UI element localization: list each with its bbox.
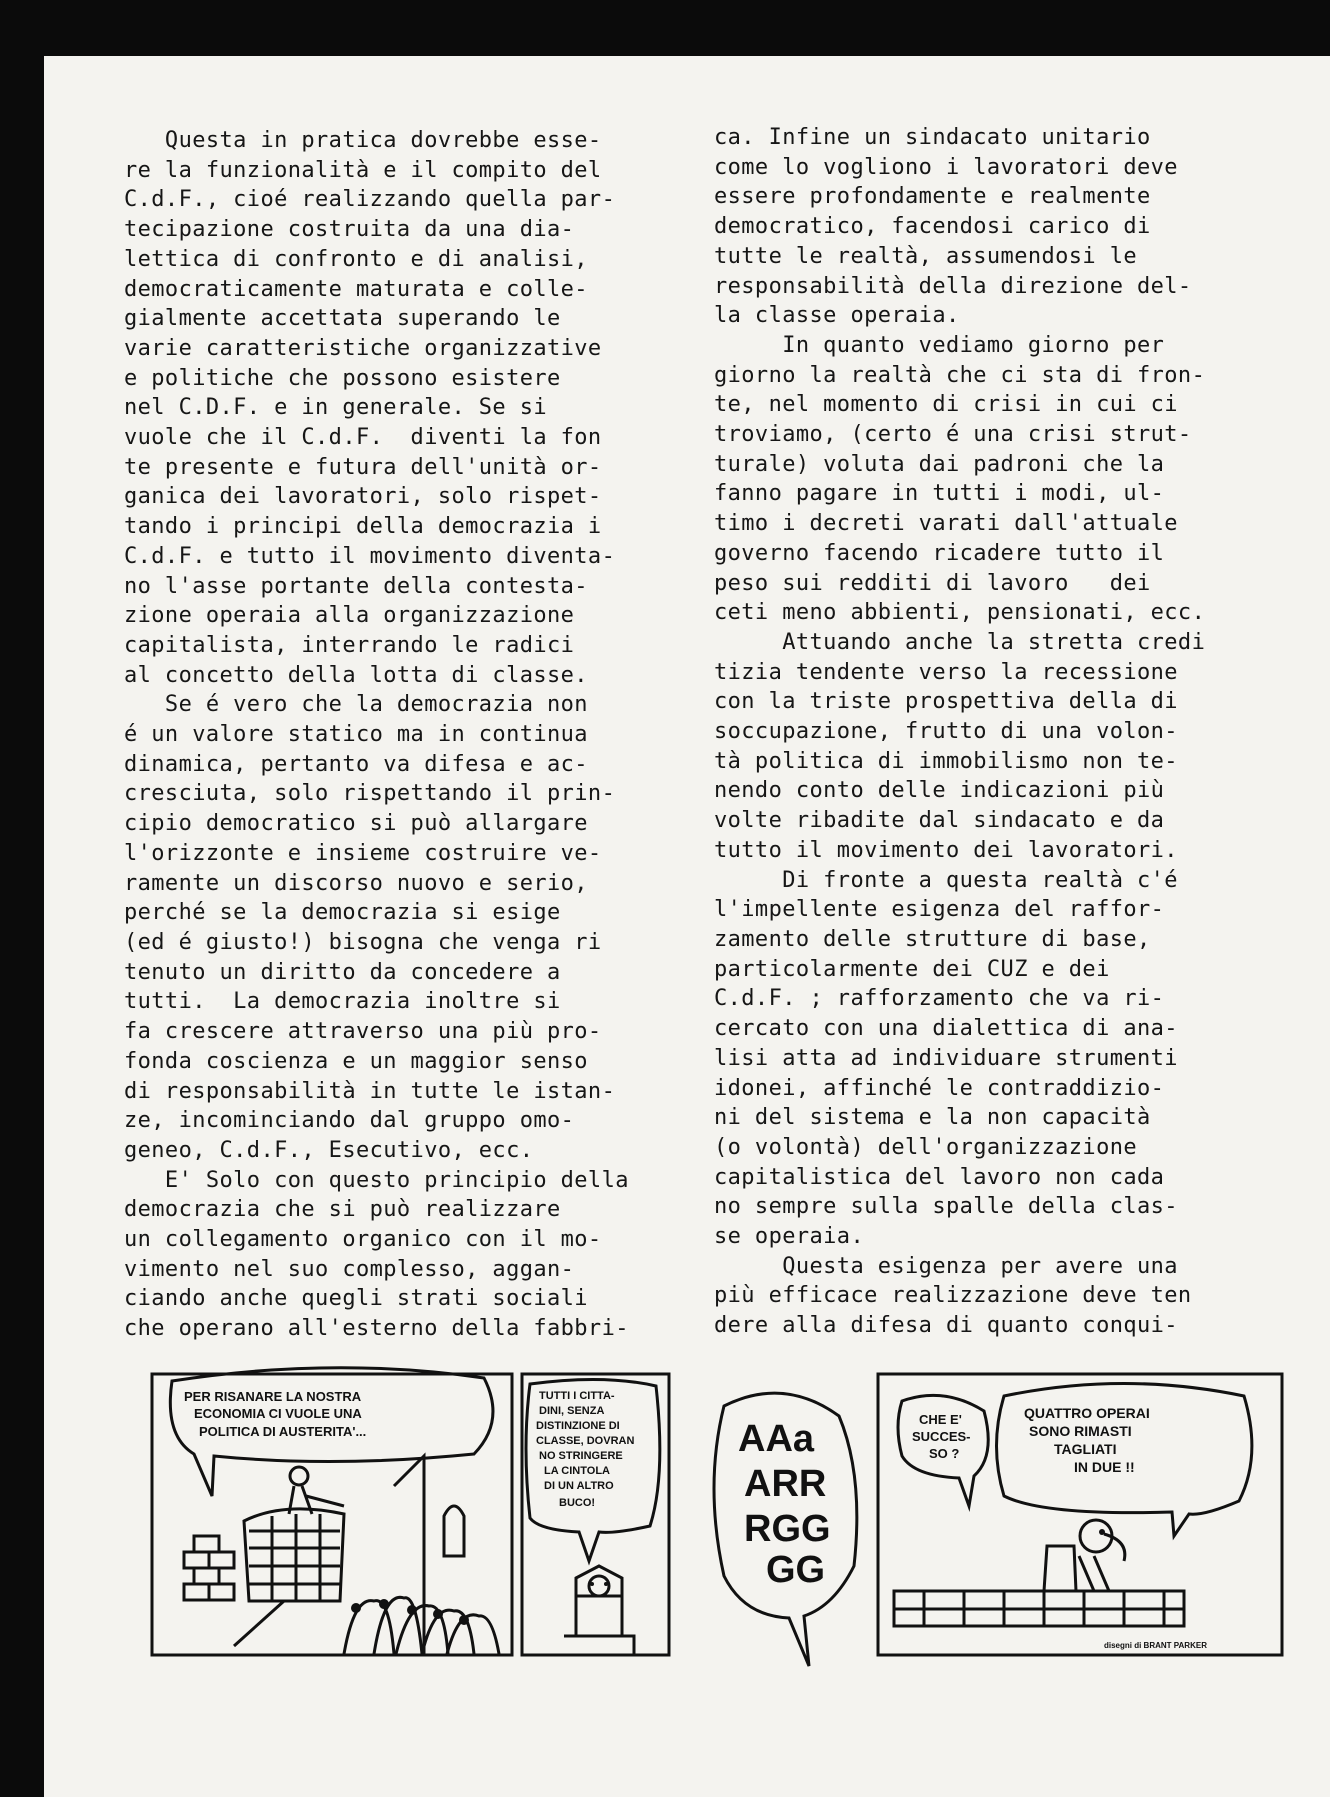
comic-p4a-line-1: CHE E' <box>919 1412 962 1427</box>
comic-strip <box>44 56 1330 1797</box>
left-column-line: vimento nel suo complesso, aggan- <box>124 1256 575 1282</box>
right-column-line: dere alla difesa di quanto conqui- <box>714 1313 1178 1339</box>
right-column-line: (o volontà) dell'organizzazione <box>714 1134 1137 1160</box>
left-column-line: democrazia che si può realizzare <box>124 1197 561 1223</box>
comic-p4b-line-1: QUATTRO OPERAI <box>1024 1405 1150 1421</box>
comic-p1-line-3: POLITICA DI AUSTERITA'... <box>199 1424 367 1439</box>
left-column-line: lettica di confronto e di analisi, <box>124 246 588 272</box>
left-column-line: varie caratteristiche organizzative <box>124 335 602 361</box>
left-column-line: ramente un discorso nuovo e serio, <box>124 870 588 896</box>
right-column-line: soccupazione, frutto di una volon- <box>714 719 1178 745</box>
comic-p2-line-6: LA CINTOLA <box>544 1465 610 1477</box>
left-column-line: tando i principi della democrazia i <box>124 514 602 540</box>
left-column-line: capitalista, interrando le radici <box>124 632 575 658</box>
comic-p2-line-4: CLASSE, DOVRAN <box>536 1435 635 1447</box>
right-column-line: nendo conto delle indicazioni più <box>714 778 1165 804</box>
left-column-line: te presente e futura dell'unità or- <box>124 454 602 480</box>
left-column-line: nel C.D.F. e in generale. Se si <box>124 395 547 421</box>
svg-text:PER RISANARE LA NOSTRA <box>184 1389 366 1439</box>
right-column-line: no sempre sulla spalle della clas- <box>714 1194 1178 1220</box>
right-column-line: zamento delle strutture di base, <box>714 926 1151 952</box>
left-column-line: geneo, C.d.F., Esecutivo, ecc. <box>124 1137 534 1163</box>
right-column-line: Questa esigenza per avere una <box>714 1253 1178 1279</box>
left-column-line: dinamica, pertanto va difesa e ac- <box>124 751 588 777</box>
left-column-line: cipio democratico si può allargare <box>124 811 588 837</box>
right-column-line: Attuando anche la stretta credi <box>714 629 1206 655</box>
right-column-line: ni del sistema e la non capacità <box>714 1105 1151 1131</box>
right-column-line: troviamo, (certo é una crisi strut- <box>714 422 1192 448</box>
right-column-line: volte ribadite dal sindacato e da <box>714 808 1165 834</box>
left-column-line: un collegamento organico con il mo- <box>124 1227 602 1253</box>
comic-p3-line-3: RGG <box>744 1508 831 1550</box>
right-column-line: In quanto vediamo giorno per <box>714 332 1165 358</box>
left-column-line: cresciuta, solo rispettando il prin- <box>124 781 616 807</box>
right-column-line: particolarmente dei CUZ e dei <box>714 956 1110 982</box>
right-column-line: essere profondamente e realmente <box>714 184 1151 210</box>
left-column-line: l'orizzonte e insieme costruire ve- <box>124 840 602 866</box>
right-column-line: cercato con una dialettica di ana- <box>714 1016 1178 1042</box>
right-column-line: idonei, affinché le contraddizio- <box>714 1075 1165 1101</box>
comic-p2-line-3: DISTINZIONE DI <box>536 1420 620 1432</box>
left-column-line: vuole che il C.d.F. diventi la fon <box>124 425 602 451</box>
right-column-line: tutte le realtà, assumendosi le <box>714 243 1137 269</box>
left-column-line: democraticamente maturata e colle- <box>124 276 588 302</box>
right-column-line: tutto il movimento dei lavoratori. <box>714 837 1178 863</box>
document-page <box>44 56 1330 1797</box>
right-column-line: tà politica di immobilismo non te- <box>714 748 1178 774</box>
left-column-line: C.d.F. e tutto il movimento diventa- <box>124 543 616 569</box>
left-column-line: perché se la democrazia si esige <box>124 900 561 926</box>
left-column-line: che operano all'esterno della fabbri- <box>124 1316 629 1342</box>
right-column-line: se operaia. <box>714 1224 865 1250</box>
left-column-line: no l'asse portante della contesta- <box>124 573 588 599</box>
right-column-line: lisi atta ad individuare strumenti <box>714 1045 1178 1071</box>
right-column-line: la classe operaia. <box>714 303 960 329</box>
left-column-line: tecipazione costruita da una dia- <box>124 217 575 243</box>
left-column-line: (ed é giusto!) bisogna che venga ri <box>124 929 602 955</box>
left-column-line: Se é vero che la democrazia non <box>124 692 588 718</box>
left-column-line: ze, incominciando dal gruppo omo- <box>124 1108 575 1134</box>
left-column-line: re la funzionalità e il compito del <box>124 157 602 183</box>
comic-p2-line-7: DI UN ALTRO <box>544 1480 614 1492</box>
right-column-line: te, nel momento di crisi in cui ci <box>714 392 1178 418</box>
comic-p2-line-5: NO STRINGERE <box>539 1450 623 1462</box>
left-column-line: C.d.F., cioé realizzando quella par- <box>124 187 616 213</box>
right-column-line: ca. Infine un sindacato unitario <box>714 125 1151 150</box>
comic-p4a-line-3: SO ? <box>929 1446 960 1461</box>
svg-text:TUTTI I CITTA- DINI, S <box>536 1390 637 1509</box>
right-column-line: con la triste prospettiva della di <box>714 689 1178 715</box>
left-column-line: fonda coscienza e un maggior senso <box>124 1048 588 1074</box>
right-column-line: giorno la realtà che ci sta di fron- <box>714 362 1206 388</box>
left-column-line: ciando anche quegli strati sociali <box>124 1286 588 1312</box>
svg-text:QUATTRO OPERAI SONO RI <box>1024 1405 1154 1475</box>
right-column-line: timo i decreti varati dall'attuale <box>714 511 1178 537</box>
right-column-line: C.d.F. ; rafforzamento che va ri- <box>714 986 1165 1012</box>
left-column-line: al concetto della lotta di classe. <box>124 662 588 688</box>
comic-p1-line-2: ECONOMIA CI VUOLE UNA <box>194 1406 362 1421</box>
comic-signature: disegni di BRANT PARKER <box>1104 1641 1207 1650</box>
left-column-line: tutti. La democrazia inoltre si <box>124 989 561 1015</box>
left-column-line: E' Solo con questo principio della <box>124 1167 629 1193</box>
left-column-line: ganica dei lavoratori, solo rispet- <box>124 484 602 510</box>
right-column-line: capitalistica del lavoro non cada <box>714 1164 1165 1190</box>
comic-p2-line-1: TUTTI I CITTA- <box>539 1390 615 1402</box>
comic-strip-drawing <box>44 56 1330 1797</box>
left-column-line: é un valore statico ma in continua <box>124 722 588 748</box>
comic-p3-line-4: GG <box>766 1549 826 1591</box>
right-column-line: come lo vogliono i lavoratori deve <box>714 154 1178 180</box>
comic-p3-line-2: ARR <box>744 1463 827 1505</box>
left-column-line: gialmente accettata superando le <box>124 306 561 332</box>
comic-p2-line-8: BUCO! <box>559 1497 596 1509</box>
svg-text:AAa ARR RGG <box>738 1418 841 1591</box>
left-column-line: fa crescere attraverso una più pro- <box>124 1019 602 1045</box>
comic-p3-line-1: AAa <box>738 1418 815 1460</box>
comic-p4b-line-4: IN DUE !! <box>1074 1459 1135 1475</box>
svg-text:CHE E' SUCCES- <box>912 1412 974 1461</box>
right-column-line: tizia tendente verso la recessione <box>714 659 1178 685</box>
right-column-line: democratico, facendosi carico di <box>714 214 1151 240</box>
comic-p4b-line-3: TAGLIATI <box>1054 1441 1117 1457</box>
right-column-line: Di fronte a questa realtà c'é <box>714 867 1178 893</box>
right-column-line: più efficace realizzazione deve ten <box>714 1283 1192 1309</box>
left-column-line: di responsabilità in tutte le istan- <box>124 1078 616 1104</box>
comic-p1-line-1: PER RISANARE LA NOSTRA <box>184 1389 361 1404</box>
comic-p2-line-2: DINI, SENZA <box>539 1405 604 1417</box>
left-column-line: e politiche che possono esistere <box>124 365 561 391</box>
right-column-line: fanno pagare in tutti i modi, ul- <box>714 481 1165 507</box>
right-column-line: peso sui redditi di lavoro dei <box>714 570 1151 596</box>
comic-p4b-line-2: SONO RIMASTI <box>1029 1423 1132 1439</box>
left-column-line: Questa in pratica dovrebbe esse- <box>124 128 602 153</box>
left-column-line: tenuto un diritto da concedere a <box>124 959 561 985</box>
right-column-line: ceti meno abbienti, pensionati, ecc. <box>714 600 1206 626</box>
right-column-line: l'impellente esigenza del raffor- <box>714 897 1165 923</box>
left-column-line: zione operaia alla organizzazione <box>124 603 575 629</box>
right-column-line: governo facendo ricadere tutto il <box>714 540 1165 566</box>
right-column-line: turale) voluta dai padroni che la <box>714 451 1165 477</box>
comic-p4a-line-2: SUCCES- <box>912 1429 971 1444</box>
right-column-line: responsabilità della direzione del- <box>714 273 1192 299</box>
